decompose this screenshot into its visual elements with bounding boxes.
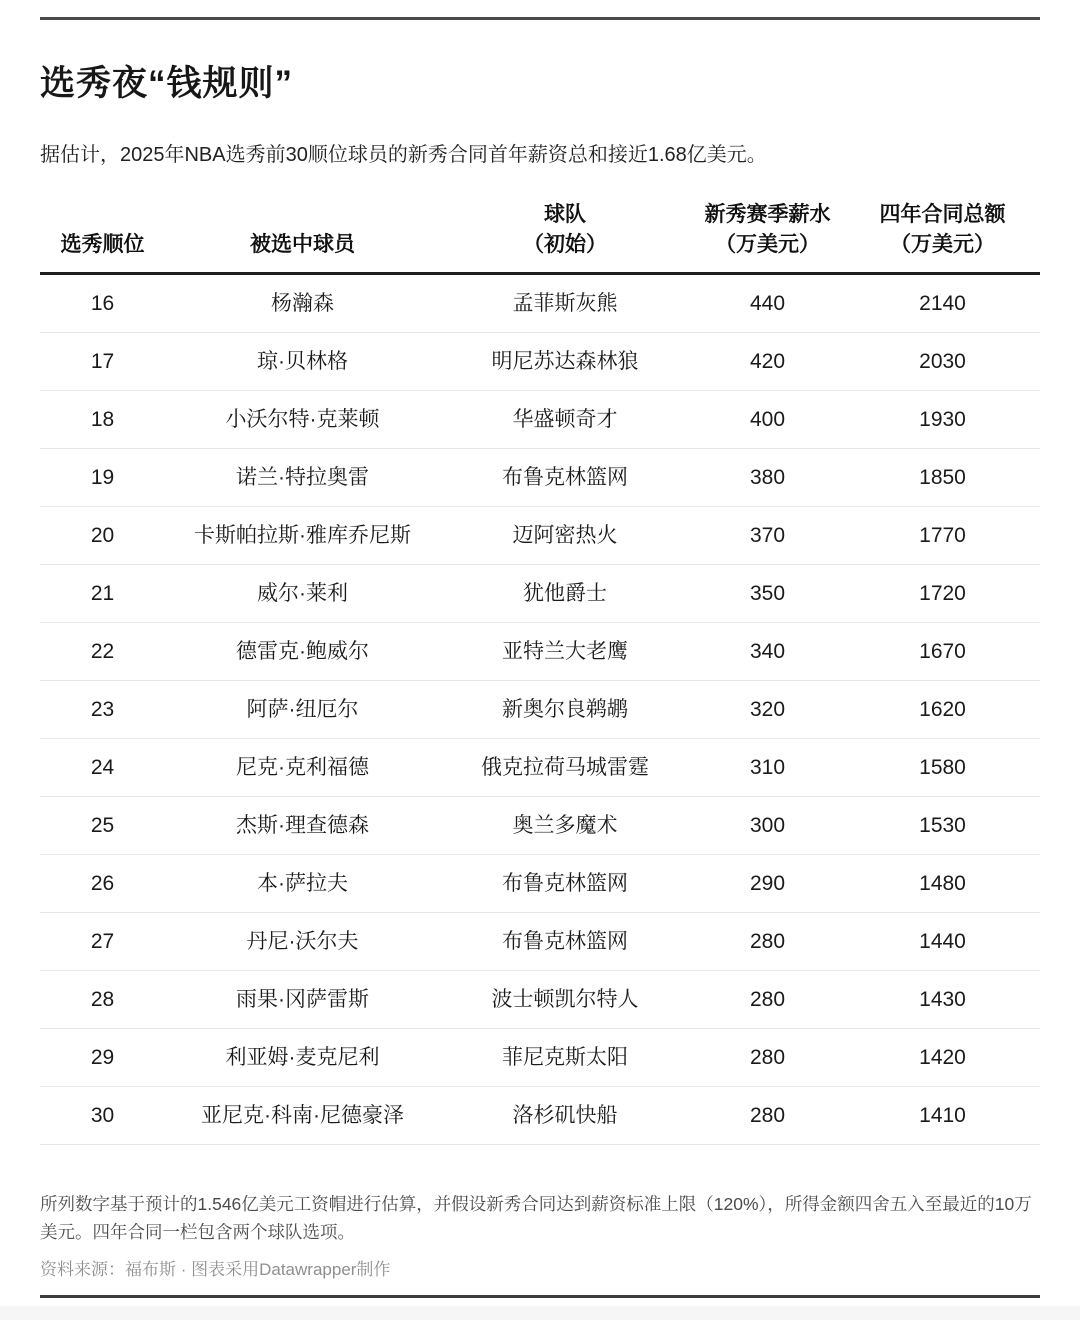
cell-player: 诺兰·特拉奥雷 (165, 449, 440, 507)
page-subtitle: 据估计，2025年NBA选秀前30顺位球员的新秀合同首年薪资总和接近1.68亿美元。 (40, 144, 767, 167)
chart-page (0, 17, 1080, 1298)
cell-total: 1420 (845, 1029, 1040, 1087)
cell-salary: 300 (690, 797, 845, 855)
cell-salary: 310 (690, 739, 845, 797)
cell-pick: 28 (40, 971, 165, 1029)
cell-team: 布鲁克林篮网 (440, 449, 690, 507)
cell-total: 1670 (845, 623, 1040, 681)
cell-salary: 320 (690, 681, 845, 739)
cell-total: 2030 (845, 333, 1040, 391)
table-header-row (40, 200, 1040, 273)
cell-salary: 440 (690, 274, 845, 333)
cell-total: 1580 (845, 739, 1040, 797)
page-edge-strip (0, 1306, 1080, 1320)
cell-player: 杨瀚森 (165, 274, 440, 333)
table-row (40, 739, 1040, 797)
cell-team: 亚特兰大老鹰 (440, 623, 690, 681)
cell-team: 明尼苏达森林狼 (440, 333, 690, 391)
cell-player: 亚尼克·科南·尼德豪泽 (165, 1087, 440, 1145)
source-line: 资料来源：福布斯 · 图表采用Datawrapper制作 (40, 1260, 391, 1280)
table-row (40, 274, 1040, 333)
cell-salary: 380 (690, 449, 845, 507)
cell-team: 孟菲斯灰熊 (440, 274, 690, 333)
cell-pick: 27 (40, 913, 165, 971)
table-row (40, 855, 1040, 913)
cell-total: 1530 (845, 797, 1040, 855)
cell-pick: 21 (40, 565, 165, 623)
cell-total: 1770 (845, 507, 1040, 565)
cell-pick: 23 (40, 681, 165, 739)
cell-salary: 420 (690, 333, 845, 391)
cell-total: 1620 (845, 681, 1040, 739)
top-divider (40, 17, 1040, 20)
cell-pick: 22 (40, 623, 165, 681)
cell-pick: 29 (40, 1029, 165, 1087)
footnote: 所列数字基于预计的1.546亿美元工资帽进行估算，并假设新秀合同达到薪资标准上限（120%），所得金额四舍五入至最近的10万美元。四年合同一栏包含两个球队选项。 (40, 1194, 1032, 1242)
table-row (40, 565, 1040, 623)
cell-total: 1440 (845, 913, 1040, 971)
cell-pick: 20 (40, 507, 165, 565)
cell-pick: 19 (40, 449, 165, 507)
cell-player: 威尔·莱利 (165, 565, 440, 623)
cell-player: 本·萨拉夫 (165, 855, 440, 913)
cell-player: 丹尼·沃尔夫 (165, 913, 440, 971)
table-row (40, 391, 1040, 449)
cell-salary: 340 (690, 623, 845, 681)
cell-pick: 24 (40, 739, 165, 797)
table-row (40, 971, 1040, 1029)
cell-salary: 280 (690, 971, 845, 1029)
table-row (40, 449, 1040, 507)
cell-salary: 280 (690, 1087, 845, 1145)
cell-salary: 350 (690, 565, 845, 623)
column-header-pick-label: 选秀顺位 (60, 232, 145, 256)
cell-total: 1850 (845, 449, 1040, 507)
table-body (40, 274, 1040, 1145)
cell-total: 1410 (845, 1087, 1040, 1145)
table-header (40, 200, 1040, 273)
cell-team: 菲尼克斯太阳 (440, 1029, 690, 1087)
cell-total: 1720 (845, 565, 1040, 623)
column-header-team: 球队 （初始） (440, 200, 690, 273)
column-header-pick (40, 200, 165, 273)
cell-player: 尼克·克利福德 (165, 739, 440, 797)
cell-total: 1930 (845, 391, 1040, 449)
cell-pick: 17 (40, 333, 165, 391)
cell-salary: 400 (690, 391, 845, 449)
cell-player: 杰斯·理查德森 (165, 797, 440, 855)
column-header-player (165, 200, 440, 273)
cell-team: 波士顿凯尔特人 (440, 971, 690, 1029)
table-row (40, 681, 1040, 739)
table-row (40, 333, 1040, 391)
draft-salary-table (40, 200, 1040, 1145)
cell-pick: 18 (40, 391, 165, 449)
cell-pick: 26 (40, 855, 165, 913)
cell-total: 2140 (845, 274, 1040, 333)
cell-pick: 30 (40, 1087, 165, 1145)
column-header-team-label: 球队 (544, 203, 586, 227)
column-header-salary-label: 新秀赛季薪水 (704, 203, 831, 227)
cell-player: 小沃尔特·克莱顿 (165, 391, 440, 449)
cell-player: 雨果·冈萨雷斯 (165, 971, 440, 1029)
table-row (40, 1029, 1040, 1087)
cell-total: 1480 (845, 855, 1040, 913)
cell-total: 1430 (845, 971, 1040, 1029)
column-header-salary: 新秀赛季薪水 （万美元） (690, 200, 845, 273)
cell-salary: 280 (690, 1029, 845, 1087)
cell-player: 阿萨·纽厄尔 (165, 681, 440, 739)
cell-salary: 370 (690, 507, 845, 565)
cell-player: 卡斯帕拉斯·雅库乔尼斯 (165, 507, 440, 565)
cell-player: 利亚姆·麦克尼利 (165, 1029, 440, 1087)
cell-team: 迈阿密热火 (440, 507, 690, 565)
cell-team: 犹他爵士 (440, 565, 690, 623)
cell-team: 布鲁克林篮网 (440, 913, 690, 971)
table-row (40, 507, 1040, 565)
cell-pick: 16 (40, 274, 165, 333)
column-header-total: 四年合同总额 （万美元） (845, 200, 1040, 273)
cell-pick: 25 (40, 797, 165, 855)
cell-salary: 280 (690, 913, 845, 971)
cell-team: 奥兰多魔术 (440, 797, 690, 855)
bottom-divider (40, 1295, 1040, 1298)
column-header-total-label: 四年合同总额 (879, 203, 1006, 227)
cell-team: 布鲁克林篮网 (440, 855, 690, 913)
table-row (40, 913, 1040, 971)
cell-team: 华盛顿奇才 (440, 391, 690, 449)
cell-team: 新奥尔良鹈鹕 (440, 681, 690, 739)
table-row (40, 797, 1040, 855)
column-header-player-label: 被选中球员 (250, 232, 355, 256)
table-row (40, 623, 1040, 681)
cell-player: 琼·贝林格 (165, 333, 440, 391)
cell-salary: 290 (690, 855, 845, 913)
cell-team: 洛杉矶快船 (440, 1087, 690, 1145)
table-row (40, 1087, 1040, 1145)
cell-team: 俄克拉荷马城雷霆 (440, 739, 690, 797)
cell-player: 德雷克·鲍威尔 (165, 623, 440, 681)
page-title: 选秀夜“钱规则” (40, 64, 294, 103)
